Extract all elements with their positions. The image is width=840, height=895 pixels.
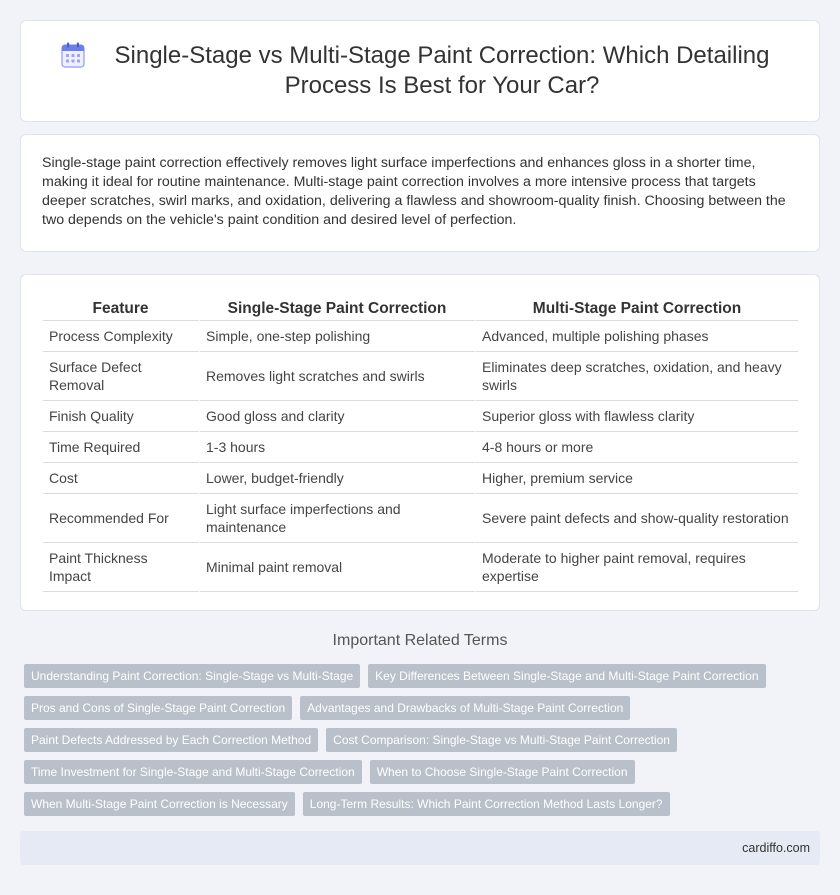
- table-cell-multi: Higher, premium service: [476, 463, 798, 494]
- title-wrap: [61, 41, 779, 101]
- comparison-card: [20, 274, 820, 611]
- title-card: [20, 20, 820, 122]
- table-cell-multi: Severe paint defects and show-quality restoration: [476, 494, 798, 543]
- table-cell-multi: Advanced, multiple polishing phases: [476, 321, 798, 352]
- related-term-tag[interactable]: Key Differences Between Single-Stage and Multi-Stage Paint Correction: [368, 664, 765, 688]
- table-cell-feature: Recommended For: [43, 494, 200, 543]
- column-header-single-stage: Single-Stage Paint Correction: [200, 295, 476, 321]
- table-cell-single: Simple, one-step polishing: [200, 321, 476, 352]
- footer: [20, 831, 820, 865]
- table-row: [43, 352, 798, 401]
- comparison-table: [43, 295, 798, 592]
- related-term-tag[interactable]: Understanding Paint Correction: Single-Stage vs Multi-Stage: [24, 664, 360, 688]
- intro-card: [20, 134, 820, 252]
- related-terms-list: [24, 664, 814, 824]
- footer-site-link[interactable]: cardiffo.com: [742, 841, 810, 855]
- page-title: Single-Stage vs Multi-Stage Paint Correction: Which Detailing Process Is Best for Your Car?: [114, 42, 770, 99]
- related-terms-heading: Important Related Terms: [332, 632, 508, 649]
- table-cell-feature: Paint Thickness Impact: [43, 543, 200, 592]
- column-header-multi-stage: Multi-Stage Paint Correction: [476, 295, 798, 321]
- table-cell-single: Lower, budget-friendly: [200, 463, 476, 494]
- related-term-tag[interactable]: When to Choose Single-Stage Paint Correction: [370, 760, 635, 784]
- related-term-tag[interactable]: Cost Comparison: Single-Stage vs Multi-Stage Paint Correction: [326, 728, 677, 752]
- table-cell-feature: Finish Quality: [43, 401, 200, 432]
- table-cell-feature: Process Complexity: [43, 321, 200, 352]
- table-row: [43, 432, 798, 463]
- table-cell-feature: Surface Defect Removal: [43, 352, 200, 401]
- table-cell-multi: Moderate to higher paint removal, requires expertise: [476, 543, 798, 592]
- related-term-tag[interactable]: Paint Defects Addressed by Each Correction Method: [24, 728, 318, 752]
- table-header-row: [43, 295, 798, 321]
- table-row: [43, 494, 798, 543]
- table-cell-single: Minimal paint removal: [200, 543, 476, 592]
- related-term-tag[interactable]: Time Investment for Single-Stage and Multi-Stage Correction: [24, 760, 362, 784]
- table-cell-feature: Cost: [43, 463, 200, 494]
- table-cell-single: Good gloss and clarity: [200, 401, 476, 432]
- column-header-feature: Feature: [43, 295, 200, 321]
- related-term-tag[interactable]: Advantages and Drawbacks of Multi-Stage Paint Correction: [300, 696, 630, 720]
- table-row: [43, 543, 798, 592]
- table-row: [43, 321, 798, 352]
- related-term-tag[interactable]: When Multi-Stage Paint Correction is Necessary: [24, 792, 295, 816]
- table-cell-multi: Superior gloss with flawless clarity: [476, 401, 798, 432]
- calendar-icon: [61, 42, 85, 68]
- intro-paragraph: Single-stage paint correction effectively removes light surface imperfections and enhances gloss in a shorter time, making it ideal for routine maintenance. Multi-stage paint correction involves a more intensive process that targets deeper scratches, swirl marks, and oxidation, delivering a flawless and showroom-quality finish. Choosing between the two depends on the vehicle's paint condition and desired level of perfection.: [42, 155, 786, 228]
- table-cell-multi: 4-8 hours or more: [476, 432, 798, 463]
- table-cell-single: Light surface imperfections and maintenance: [200, 494, 476, 543]
- related-term-tag[interactable]: Pros and Cons of Single-Stage Paint Correction: [24, 696, 292, 720]
- table-cell-multi: Eliminates deep scratches, oxidation, and heavy swirls: [476, 352, 798, 401]
- related-term-tag[interactable]: Long-Term Results: Which Paint Correction Method Lasts Longer?: [303, 792, 670, 816]
- table-row: [43, 463, 798, 494]
- table-cell-single: 1-3 hours: [200, 432, 476, 463]
- table-row: [43, 401, 798, 432]
- table-cell-single: Removes light scratches and swirls: [200, 352, 476, 401]
- table-cell-feature: Time Required: [43, 432, 200, 463]
